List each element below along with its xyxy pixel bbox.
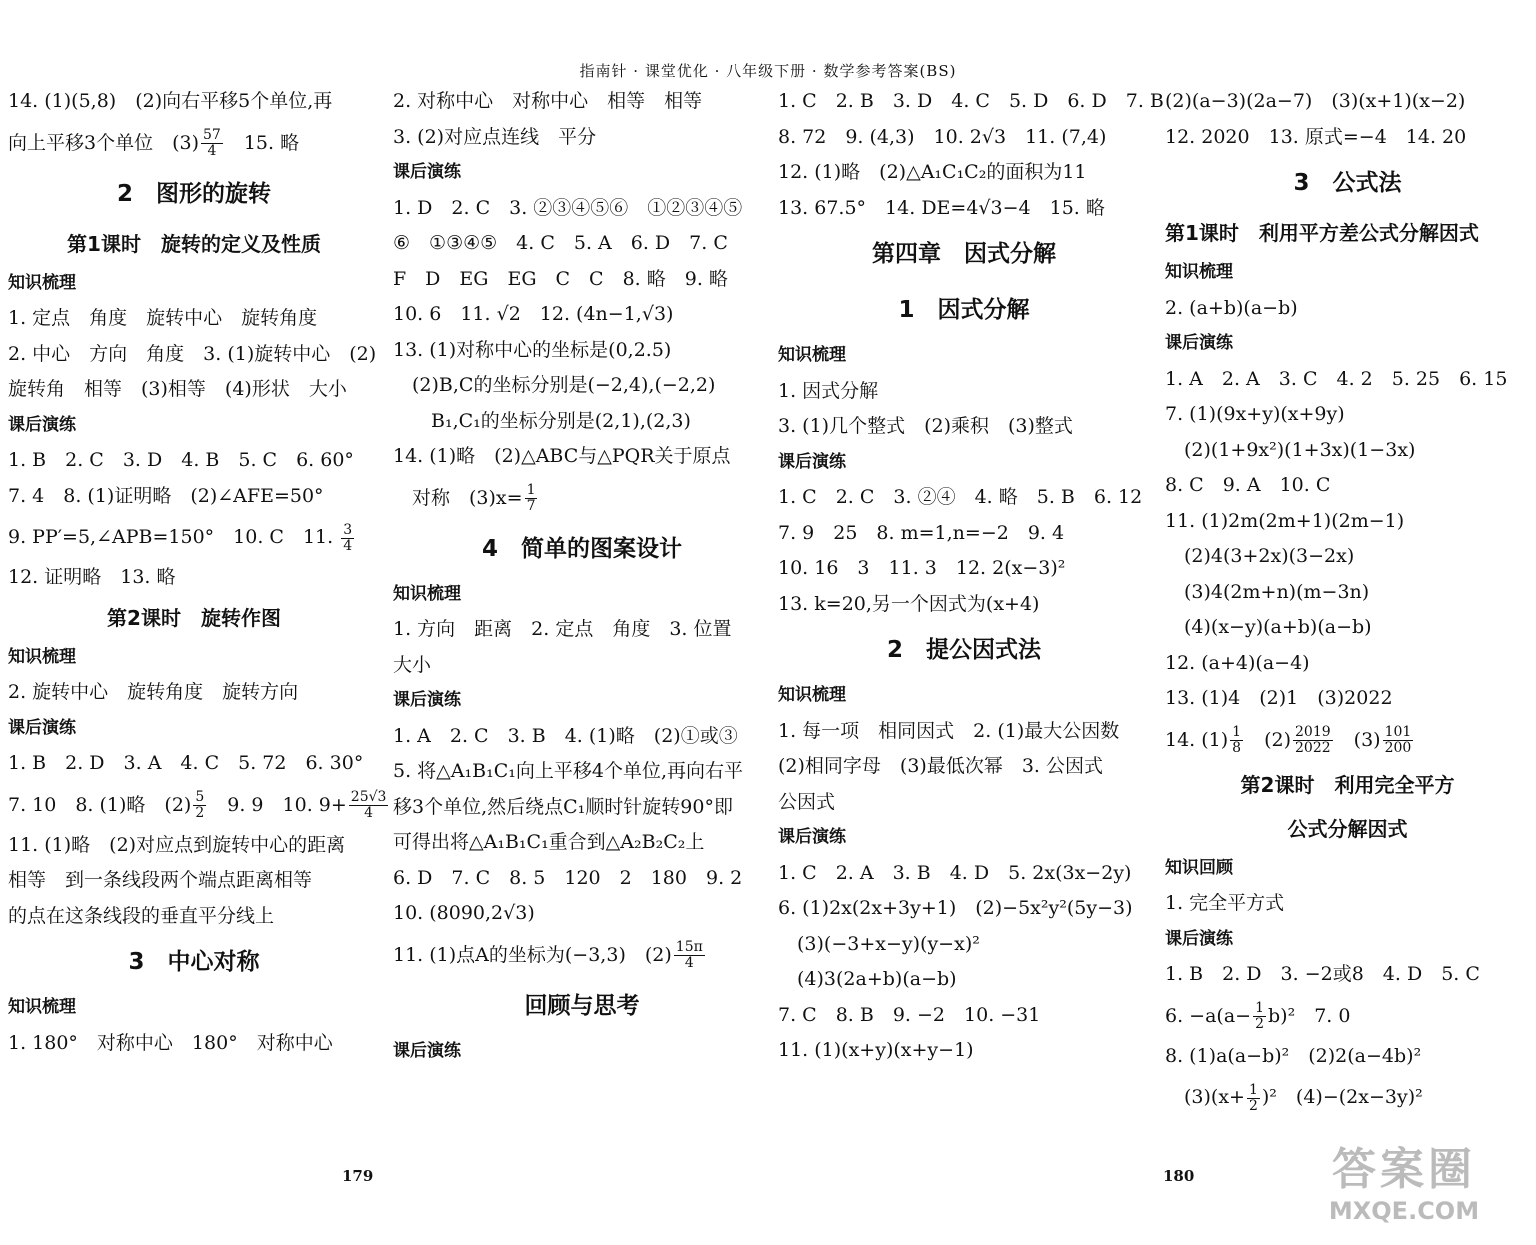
fraction: $\frac{25√3}{4}$ — [350, 789, 387, 821]
lesson-title: 第2课时 旋转作图 — [107, 605, 281, 630]
answer-line: 13. (1)对称中心的坐标是(0,2.5) — [393, 338, 672, 361]
answer-line: 1. 180° 对称中心 180° 对称中心 — [8, 1031, 333, 1054]
watermark-text: 答案圈 — [1332, 1144, 1476, 1195]
fraction: $\frac{1}{2}$ — [1248, 1081, 1258, 1114]
watermark-logo — [1284, 1133, 1524, 1233]
subsection-label: 知识梳理 — [1165, 262, 1233, 282]
subsection-label: 知识梳理 — [778, 345, 846, 365]
subsection-label: 课后演练 — [393, 690, 461, 710]
subsection-label: 知识梳理 — [8, 646, 76, 667]
answer-line: (4)(x−y)(a+b)(a−b) — [1165, 616, 1372, 638]
answer-line: (2)4(3+2x)(3−2x) — [1165, 545, 1355, 567]
answer-line: 1. 完全平方式 — [1165, 892, 1285, 914]
answer-line: 1. B 2. D 3. A 4. C 5. 72 6. 30° — [8, 752, 364, 774]
subsection-label: 知识梳理 — [393, 583, 461, 604]
answer-line: 可得出将△A₁B₁C₁重合到△A₂B₂C₂上 — [393, 831, 705, 853]
answer-line: (2)相同字母 (3)最低次幂 3. 公因式 — [778, 755, 1103, 777]
answer-line: 1. 定点 角度 旋转中心 旋转角度 — [8, 307, 318, 329]
answer-line: (3)4(2m+n)(m−3n) — [1165, 580, 1370, 603]
answer-line: 11. (1)点A的坐标为(−3,3) (2) $\frac{15\pi}{4}$ — [393, 939, 703, 971]
answer-line: 2. 旋转中心 旋转角度 旋转方向 — [8, 681, 299, 703]
subsection-label: 课后演练 — [1165, 928, 1233, 949]
answer-line: 1. A 2. A 3. C 4. 2 5. 25 6. 15 — [1165, 367, 1508, 390]
answer-line: 14. (1)略 (2)△ABC与△PQR关于原点 — [393, 445, 731, 467]
answer-line: 7. (1)(9x+y)(x+9y) — [1165, 403, 1345, 425]
column-1 — [8, 84, 387, 1155]
answer-line: 10. 6 11. √2 12. (4n−1,√3) — [393, 303, 674, 325]
chapter-title: 第四章 因式分解 — [872, 241, 1056, 267]
answer-line: 大小 — [393, 653, 432, 676]
answer-line: ⑥ ①③④⑤ 4. C 5. A 6. D 7. C — [393, 232, 728, 254]
answer-line: 7. C 8. B 9. −2 10. −31 — [778, 1003, 1041, 1026]
answer-line: 公因式 — [778, 790, 836, 813]
fraction: $\frac{1}{7}$ — [526, 482, 536, 514]
subsection-label: 课后演练 — [778, 827, 846, 847]
answer-line: 3. (1)几个整式 (2)乘积 (3)整式 — [778, 415, 1073, 437]
answer-line: 1. D 2. C 3. ②③④⑤⑥ ①②③④⑤ — [393, 196, 743, 219]
answer-line: 10. (8090,2√3) — [393, 902, 535, 924]
answer-line: 5. 将△A₁B₁C₁向上平移4个单位,再向右平 — [393, 760, 743, 782]
fraction: $\frac{57}{4}$ — [203, 127, 221, 159]
answer-line: 13. (1)4 (2)1 (3)2022 — [1165, 687, 1393, 709]
lesson-title-continued: 公式分解因式 — [1287, 816, 1408, 841]
answer-line: 2. (a+b)(a−b) — [1165, 296, 1298, 319]
answer-line: (3)(−3+x−y)(y−x)² — [778, 932, 980, 955]
page-number-right: 180 — [1163, 1167, 1195, 1185]
answer-line: 移3个单位,然后绕点C₁顺时针旋转90°即 — [393, 795, 733, 818]
answer-line: 6. (1)2x(2x+3y+1) (2)−5x²y²(5y−3) — [778, 897, 1133, 919]
answer-line: 8. C 9. A 10. C — [1165, 474, 1331, 496]
fraction: $\frac{5}{2}$ — [195, 789, 205, 821]
answer-line: 11. (1)(x+y)(x+y−1) — [778, 1039, 974, 1061]
answer-line: 8. 72 9. (4,3) 10. 2√3 11. (7,4) — [778, 125, 1107, 148]
fraction: $\frac{15\pi}{4}$ — [675, 939, 703, 971]
section-title: 1 因式分解 — [898, 297, 1030, 323]
answer-line: 的点在这条线段的垂直平分线上 — [8, 904, 275, 927]
answer-line: 10. 16 3 11. 3 12. 2(x−3)² — [778, 557, 1066, 579]
fraction: $\frac{3}{4}$ — [343, 521, 353, 554]
subsection-label: 知识梳理 — [8, 997, 76, 1017]
answer-line: 1. A 2. C 3. B 4. (1)略 (2)①或③ — [393, 724, 738, 747]
answer-line: (3)(x+ $\frac{1}{2}$ )² (4)−(2x−3y)² — [1165, 1081, 1423, 1114]
answer-line: (2)B,C的坐标分别是(−2,4),(−2,2) — [393, 374, 716, 396]
lesson-title: 第1课时 旋转的定义及性质 — [67, 231, 321, 256]
answer-line: 12. (a+4)(a−4) — [1165, 651, 1310, 674]
subsection-label: 知识回顾 — [1165, 857, 1233, 878]
fraction: $\frac{2019}{2022}$ — [1295, 724, 1331, 756]
fraction: $\frac{1}{8}$ — [1232, 724, 1242, 756]
lesson-title: 第2课时 利用完全平方 — [1240, 772, 1455, 797]
section-title: 2 图形的旋转 — [116, 180, 271, 207]
fraction: $\frac{101}{200}$ — [1384, 724, 1412, 756]
answer-line: 1. 方向 距离 2. 定点 角度 3. 位置 — [393, 618, 732, 640]
page-number-left: 179 — [342, 1167, 374, 1185]
subsection-label: 知识梳理 — [778, 685, 846, 705]
column-4 — [1165, 84, 1530, 1155]
answer-line: 相等 到一条线段两个端点距离相等 — [8, 869, 313, 891]
column-2 — [393, 84, 771, 1155]
subsection-label: 课后演练 — [8, 414, 76, 435]
answer-line: 1. B 2. C 3. D 4. B 5. C 6. 60° — [8, 449, 354, 471]
answer-line: 向上平移3个单位 (3) $\frac{57}{4}$ 15. 略 — [8, 127, 300, 159]
answer-line: 6. −a(a− $\frac{1}{2}$ b)² 7. 0 — [1165, 1000, 1351, 1032]
answer-line: 7. 4 8. (1)证明略 (2)∠AFE=50° — [8, 484, 324, 507]
section-title: 回顾与思考 — [524, 992, 640, 1019]
column-3 — [778, 84, 1164, 1155]
page-header: 指南针 · 课堂优化 · 八年级下册 · 数学参考答案(BS) — [579, 62, 957, 80]
answer-line: 6. D 7. C 8. 5 120 2 180 9. 2 — [393, 866, 743, 889]
answer-line: 1. C 2. B 3. D 4. C 5. D 6. D 7. B — [778, 90, 1164, 112]
answer-line: (4)3(2a+b)(a−b) — [778, 968, 957, 990]
answer-line: B₁,C₁的坐标分别是(2,1),(2,3) — [393, 409, 691, 432]
answer-line: 9. PP′=5,∠APB=150° 10. C 11. $\frac{3}{4}$ — [8, 521, 353, 554]
subsection-label: 课后演练 — [8, 717, 76, 738]
subsection-label: 课后演练 — [393, 1040, 461, 1061]
answer-line: 7. 10 8. (1)略 (2) $\frac{5}{2}$ 9. 9 10. 9+ $\frac{25√3}{4}$ — [8, 789, 387, 821]
answer-line: 1. C 2. A 3. B 4. D 5. 2x(3x−2y) — [778, 861, 1132, 884]
answer-line: 12. (1)略 (2)△A₁C₁C₂的面积为11 — [778, 161, 1087, 183]
section-title: 3 中心对称 — [128, 949, 260, 975]
watermark-url: MXQE.COM — [1328, 1197, 1480, 1225]
answer-line: 1. C 2. C 3. ②④ 4. 略 5. B 6. 12 — [778, 486, 1143, 508]
section-title: 2 提公因式法 — [886, 637, 1041, 663]
answer-line: 2. 中心 方向 角度 3. (1)旋转中心 (2) — [8, 342, 377, 365]
answer-line: 8. (1)a(a−b)² (2)2(a−4b)² — [1165, 1044, 1422, 1067]
answer-line: 旋转角 相等 (3)相等 (4)形状 大小 — [8, 378, 347, 400]
answer-line: 13. k=20,另一个因式为(x+4) — [778, 592, 1040, 615]
answer-line: 对称 (3)x= $\frac{1}{7}$ — [393, 482, 536, 514]
answer-line: 12. 证明略 13. 略 — [8, 566, 176, 588]
answer-line: (2)(a−3)(2a−7) (3)(x+1)(x−2) — [1165, 90, 1466, 112]
answer-line: 14. (1) $\frac{1}{8}$ (2) $\frac{2019}{2022}$ (3) $\frac{101}{200}$ — [1165, 724, 1412, 756]
answer-line: 11. (1)略 (2)对应点到旋转中心的距离 — [8, 833, 346, 856]
subsection-label: 课后演练 — [1165, 333, 1233, 353]
answer-line: 7. 9 25 8. m=1,n=−2 9. 4 — [778, 521, 1065, 544]
subsection-label: 课后演练 — [778, 451, 846, 472]
fraction: $\frac{1}{2}$ — [1255, 1000, 1264, 1032]
answer-line: 11. (1)2m(2m+1)(2m−1) — [1165, 509, 1405, 532]
answer-line: 1. 每一项 相同因式 2. (1)最大公因数 — [778, 719, 1120, 742]
section-title: 4 简单的图案设计 — [481, 535, 682, 562]
answer-line: 13. 67.5° 14. DE=4√3−4 15. 略 — [778, 196, 1105, 219]
subsection-label: 课后演练 — [393, 162, 461, 182]
answer-line: (2)(1+9x²)(1+3x)(1−3x) — [1165, 438, 1416, 461]
answer-line: 12. 2020 13. 原式=−4 14. 20 — [1165, 125, 1467, 148]
lesson-title: 第1课时 利用平方差公式分解因式 — [1165, 221, 1479, 245]
answer-line: 1. 因式分解 — [778, 379, 879, 402]
answer-line: 1. B 2. D 3. −2或8 4. D 5. C — [1165, 963, 1480, 985]
answer-line: 3. (2)对应点连线 平分 — [393, 125, 597, 148]
answer-line: 14. (1)(5,8) (2)向右平移5个单位,再 — [8, 90, 333, 112]
answer-line: F D EG EG C C 8. 略 9. 略 — [393, 267, 728, 290]
section-title: 3 公式法 — [1293, 170, 1402, 196]
subsection-label: 知识梳理 — [8, 272, 76, 293]
answer-line: 2. 对称中心 对称中心 相等 相等 — [393, 90, 703, 112]
